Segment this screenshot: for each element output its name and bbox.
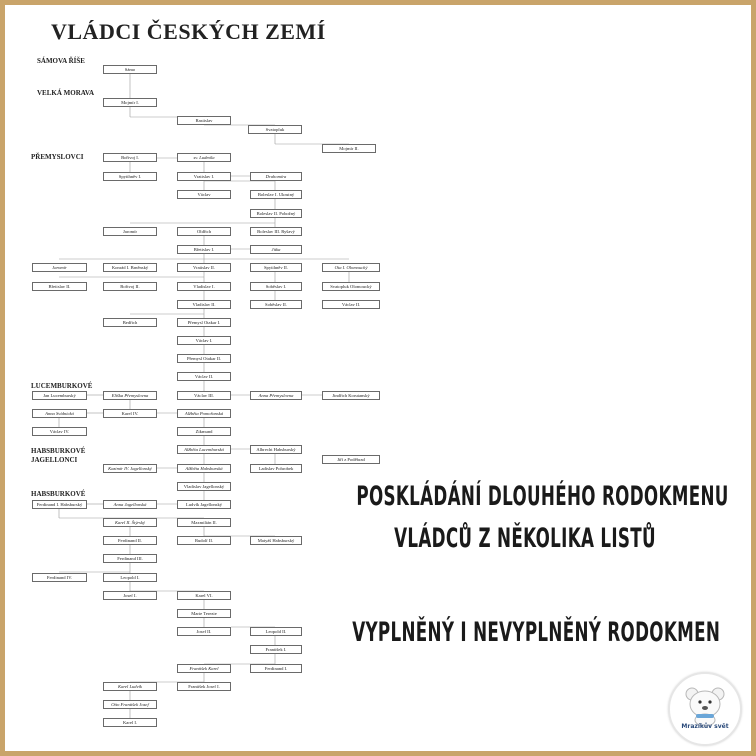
- promo-line-2: VLÁDCŮ Z NĚKOLIKA LISTŮ: [394, 523, 656, 554]
- section-velka-morava: VELKÁ MORAVA: [37, 89, 95, 97]
- ruler-box: Vratislav I.: [177, 172, 231, 181]
- ruler-box: Sámo: [103, 65, 157, 74]
- logo-text: Mrazíkův svět: [681, 723, 729, 730]
- ruler-box: Vladislav I.: [177, 282, 231, 291]
- ruler-box: Bořivoj II.: [103, 282, 157, 291]
- ruler-box: František Josef I.: [177, 682, 231, 691]
- ruler-box: Leopold I.: [103, 573, 157, 582]
- ruler-box: Svatopluk: [248, 125, 302, 134]
- ruler-box: Anna Jagellonská: [103, 500, 157, 509]
- ruler-box: Otto František Josef: [103, 700, 157, 709]
- ruler-box: Ferdinand IV.: [32, 573, 87, 582]
- section-premyslovci: PŘEMYSLOVCI: [31, 153, 84, 161]
- ruler-box: Jiří z Poděbrad: [322, 455, 380, 464]
- ruler-box: Jaromír: [32, 263, 87, 272]
- ruler-box: Václav II.: [322, 300, 380, 309]
- ruler-box: Ludvík Jagellonský: [177, 500, 231, 509]
- promo-line-1: POSKLÁDÁNÍ DLOUHÉHO RODOKMENU: [356, 481, 729, 512]
- ruler-box: Karel II. Štýrský: [103, 518, 157, 527]
- logo: [668, 672, 742, 746]
- ruler-box: Drahomíra: [250, 172, 302, 181]
- ruler-box: Jitka: [250, 245, 302, 254]
- section-jagellonci: JAGELLONCI: [31, 456, 78, 464]
- ruler-box: Soběslav I.: [250, 282, 302, 291]
- ruler-box: Břetislav I.: [177, 245, 231, 254]
- ruler-box: Alžběta Habsburská: [177, 464, 231, 473]
- ruler-box: Maxmilián II.: [177, 518, 231, 527]
- ruler-box: Přemysl Otakar II.: [177, 354, 231, 363]
- ruler-box: Alžběta Pomořanská: [177, 409, 231, 418]
- ruler-box: Spytihněv I.: [103, 172, 157, 181]
- ruler-box: Vladislav II.: [177, 300, 231, 309]
- ruler-box: Vratislav II.: [177, 263, 231, 272]
- ruler-box: Jindřich Korutanský: [322, 391, 380, 400]
- ruler-box: Soběslav II.: [250, 300, 302, 309]
- family-tree-page: [5, 5, 751, 751]
- ruler-box: Leopold II.: [250, 627, 302, 636]
- ruler-box: Karel VI.: [177, 591, 231, 600]
- section-samova-rise: SÁMOVA ŘÍŠE: [37, 57, 85, 65]
- ruler-box: Jan Lucemburský: [32, 391, 87, 400]
- ruler-box: Spytihněv II.: [250, 263, 302, 272]
- ruler-box: Boleslav III. Ryšavý: [250, 227, 302, 236]
- ruler-box: Václav III.: [177, 391, 231, 400]
- ruler-box: Karel I.: [103, 718, 157, 727]
- ruler-box: Václav: [177, 190, 231, 199]
- ruler-box: Svatopluk Olomoucký: [322, 282, 380, 291]
- ruler-box: Rudolf II.: [177, 536, 231, 545]
- ruler-box: Ferdinand I.: [250, 664, 302, 673]
- ruler-box: Jaromír: [103, 227, 157, 236]
- promo-line-3: VYPLNĚNÝ I NEVYPLNĚNÝ RODOKMEN: [352, 617, 721, 648]
- ruler-box: sv. Ludmila: [177, 153, 231, 162]
- ruler-box: Vladislav Jagellonský: [177, 482, 231, 491]
- ruler-box: Václav IV.: [32, 427, 87, 436]
- ruler-box: Ota I. Olomoucký: [322, 263, 380, 272]
- ruler-box: Karel IV.: [103, 409, 157, 418]
- bear-icon: [670, 674, 740, 744]
- ruler-box: Josef II.: [177, 627, 231, 636]
- ruler-box: Ferdinand III.: [103, 554, 157, 563]
- ruler-box: Anna Svídnická: [32, 409, 87, 418]
- section-habsburkove: HABSBURKOVÉ: [31, 490, 86, 498]
- ruler-box: Albrecht Habsburský: [250, 445, 302, 454]
- ruler-box: Přemysl Otakar I.: [177, 318, 231, 327]
- ruler-box: Břetislav II.: [32, 282, 87, 291]
- ruler-box: Rastislav: [177, 116, 231, 125]
- ruler-box: Konrád I. Brněnský: [103, 263, 157, 272]
- ruler-box: František I.: [250, 645, 302, 654]
- ruler-box: Boleslav II. Pobožný: [250, 209, 302, 218]
- ruler-box: Matyáš Habsburský: [250, 536, 302, 545]
- ruler-box: Mojmír II.: [322, 144, 376, 153]
- ruler-box: Bedřich: [103, 318, 157, 327]
- ruler-box: Václav II.: [177, 372, 231, 381]
- ruler-box: František Karel: [177, 664, 231, 673]
- page-title: VLÁDCI ČESKÝCH ZEMÍ: [51, 19, 326, 44]
- ruler-box: Marie Terezie: [177, 609, 231, 618]
- ruler-box: Karel Ludvík: [103, 682, 157, 691]
- ruler-box: Oldřich: [177, 227, 231, 236]
- ruler-box: Kazimír IV. Jagellonský: [103, 464, 157, 473]
- ruler-box: Boleslav I. Ukrutný: [250, 190, 302, 199]
- ruler-box: Eliška Přemyslovna: [103, 391, 157, 400]
- ruler-box: Václav I.: [177, 336, 231, 345]
- ruler-box: Anna Přemyslovna: [250, 391, 302, 400]
- section-lucemburkove: LUCEMBURKOVÉ: [31, 382, 93, 390]
- section-habsburkove-1: HABSBURKOVÉ: [31, 447, 86, 455]
- ruler-box: Alžběta Lucemburská: [177, 445, 231, 454]
- ruler-box: Josef I.: [103, 591, 157, 600]
- ruler-box: Zikmund: [177, 427, 231, 436]
- ruler-box: Ferdinand I. Habsburský: [32, 500, 87, 509]
- ruler-box: Mojmír I.: [103, 98, 157, 107]
- ruler-box: Ladislav Pohrobek: [250, 464, 302, 473]
- ruler-box: Bořivoj I.: [103, 153, 157, 162]
- ruler-box: Ferdinand II.: [103, 536, 157, 545]
